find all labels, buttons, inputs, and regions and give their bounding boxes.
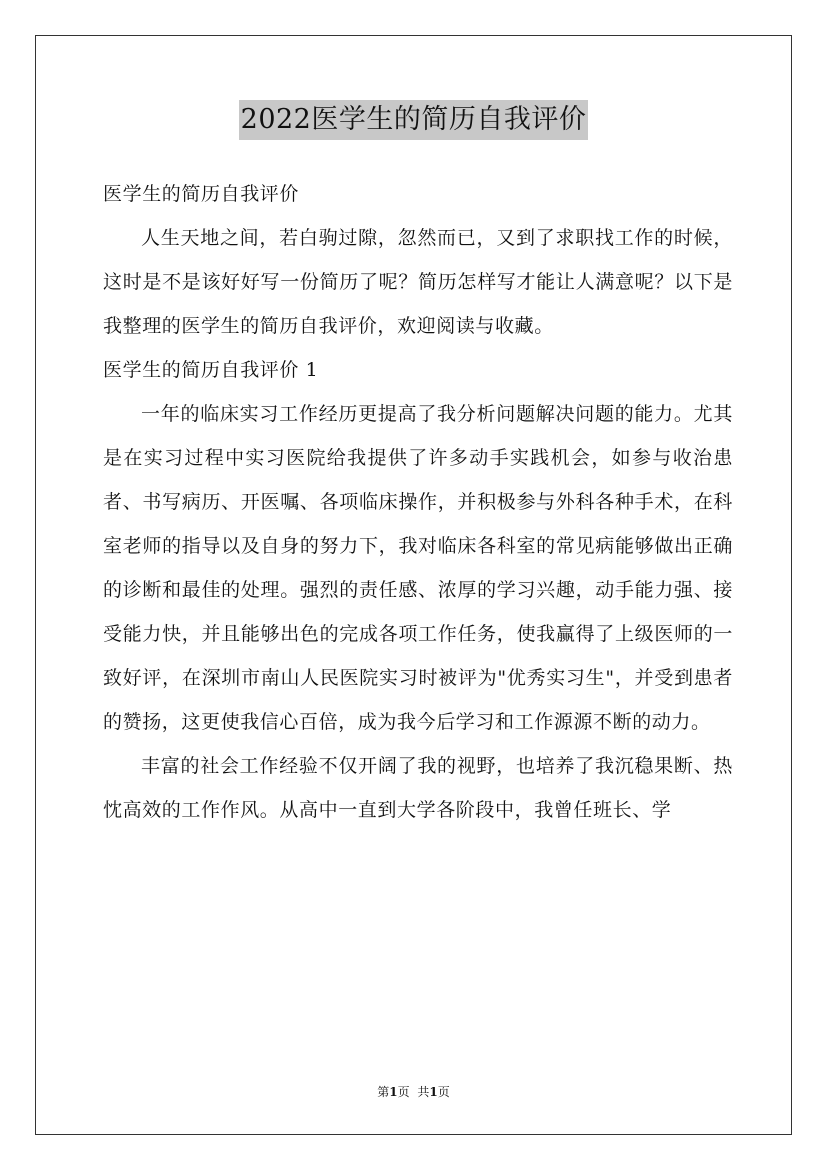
page-prefix: 第 [377,1085,390,1099]
paragraph: 一年的临床实习工作经历更提高了我分析问题解决问题的能力。尤其是在实习过程中实习医院给我提供了许多动手实践机会，如参与收治患者、书写病历、开医嘱、各项临床操作，并积极参与外科各种手术，在科室老师的指导以及自身的努力下，我对临床各科室的常见病能够做出正确的诊断和最佳的处理。强烈的责任感、浓厚的学习兴趣，动手能力强、接受能力快，并且能够出色的完成各项工作任务，使我赢得了上级医师的一致好评，在深圳市南山人民医院实习时被评为"优秀实习生"，并受到患者的赞扬，这更使我信心百倍，成为我今后学习和工作源源不断的动力。 [103,403,733,733]
paragraph: 人生天地之间，若白驹过隙，忽然而已，又到了求职找工作的时候，这时是不是该好好写一份简历了呢？简历怎样写才能让人满意呢？以下是我整理的医学生的简历自我评价，欢迎阅读与收藏。 [103,227,733,337]
title-container [0,100,827,140]
page-suffix: 页 [397,1085,410,1099]
paragraph: 丰富的社会工作经验不仅开阔了我的视野，也培养了我沉稳果断、热忱高效的工作作风。从高中一直到大学各阶段中，我曾任班长、学 [103,755,733,821]
total-pages: 1 [429,1085,438,1099]
paragraph: 医学生的简历自我评价 1 [103,359,319,381]
total-suffix: 页 [437,1085,450,1099]
page-number: 1 [389,1085,398,1099]
total-prefix: 共 [417,1085,430,1099]
paragraph: 医学生的简历自我评价 [103,183,300,205]
page-footer [0,1084,827,1100]
document-title: 2022医学生的简历自我评价 [239,100,589,140]
document-body [103,172,733,832]
